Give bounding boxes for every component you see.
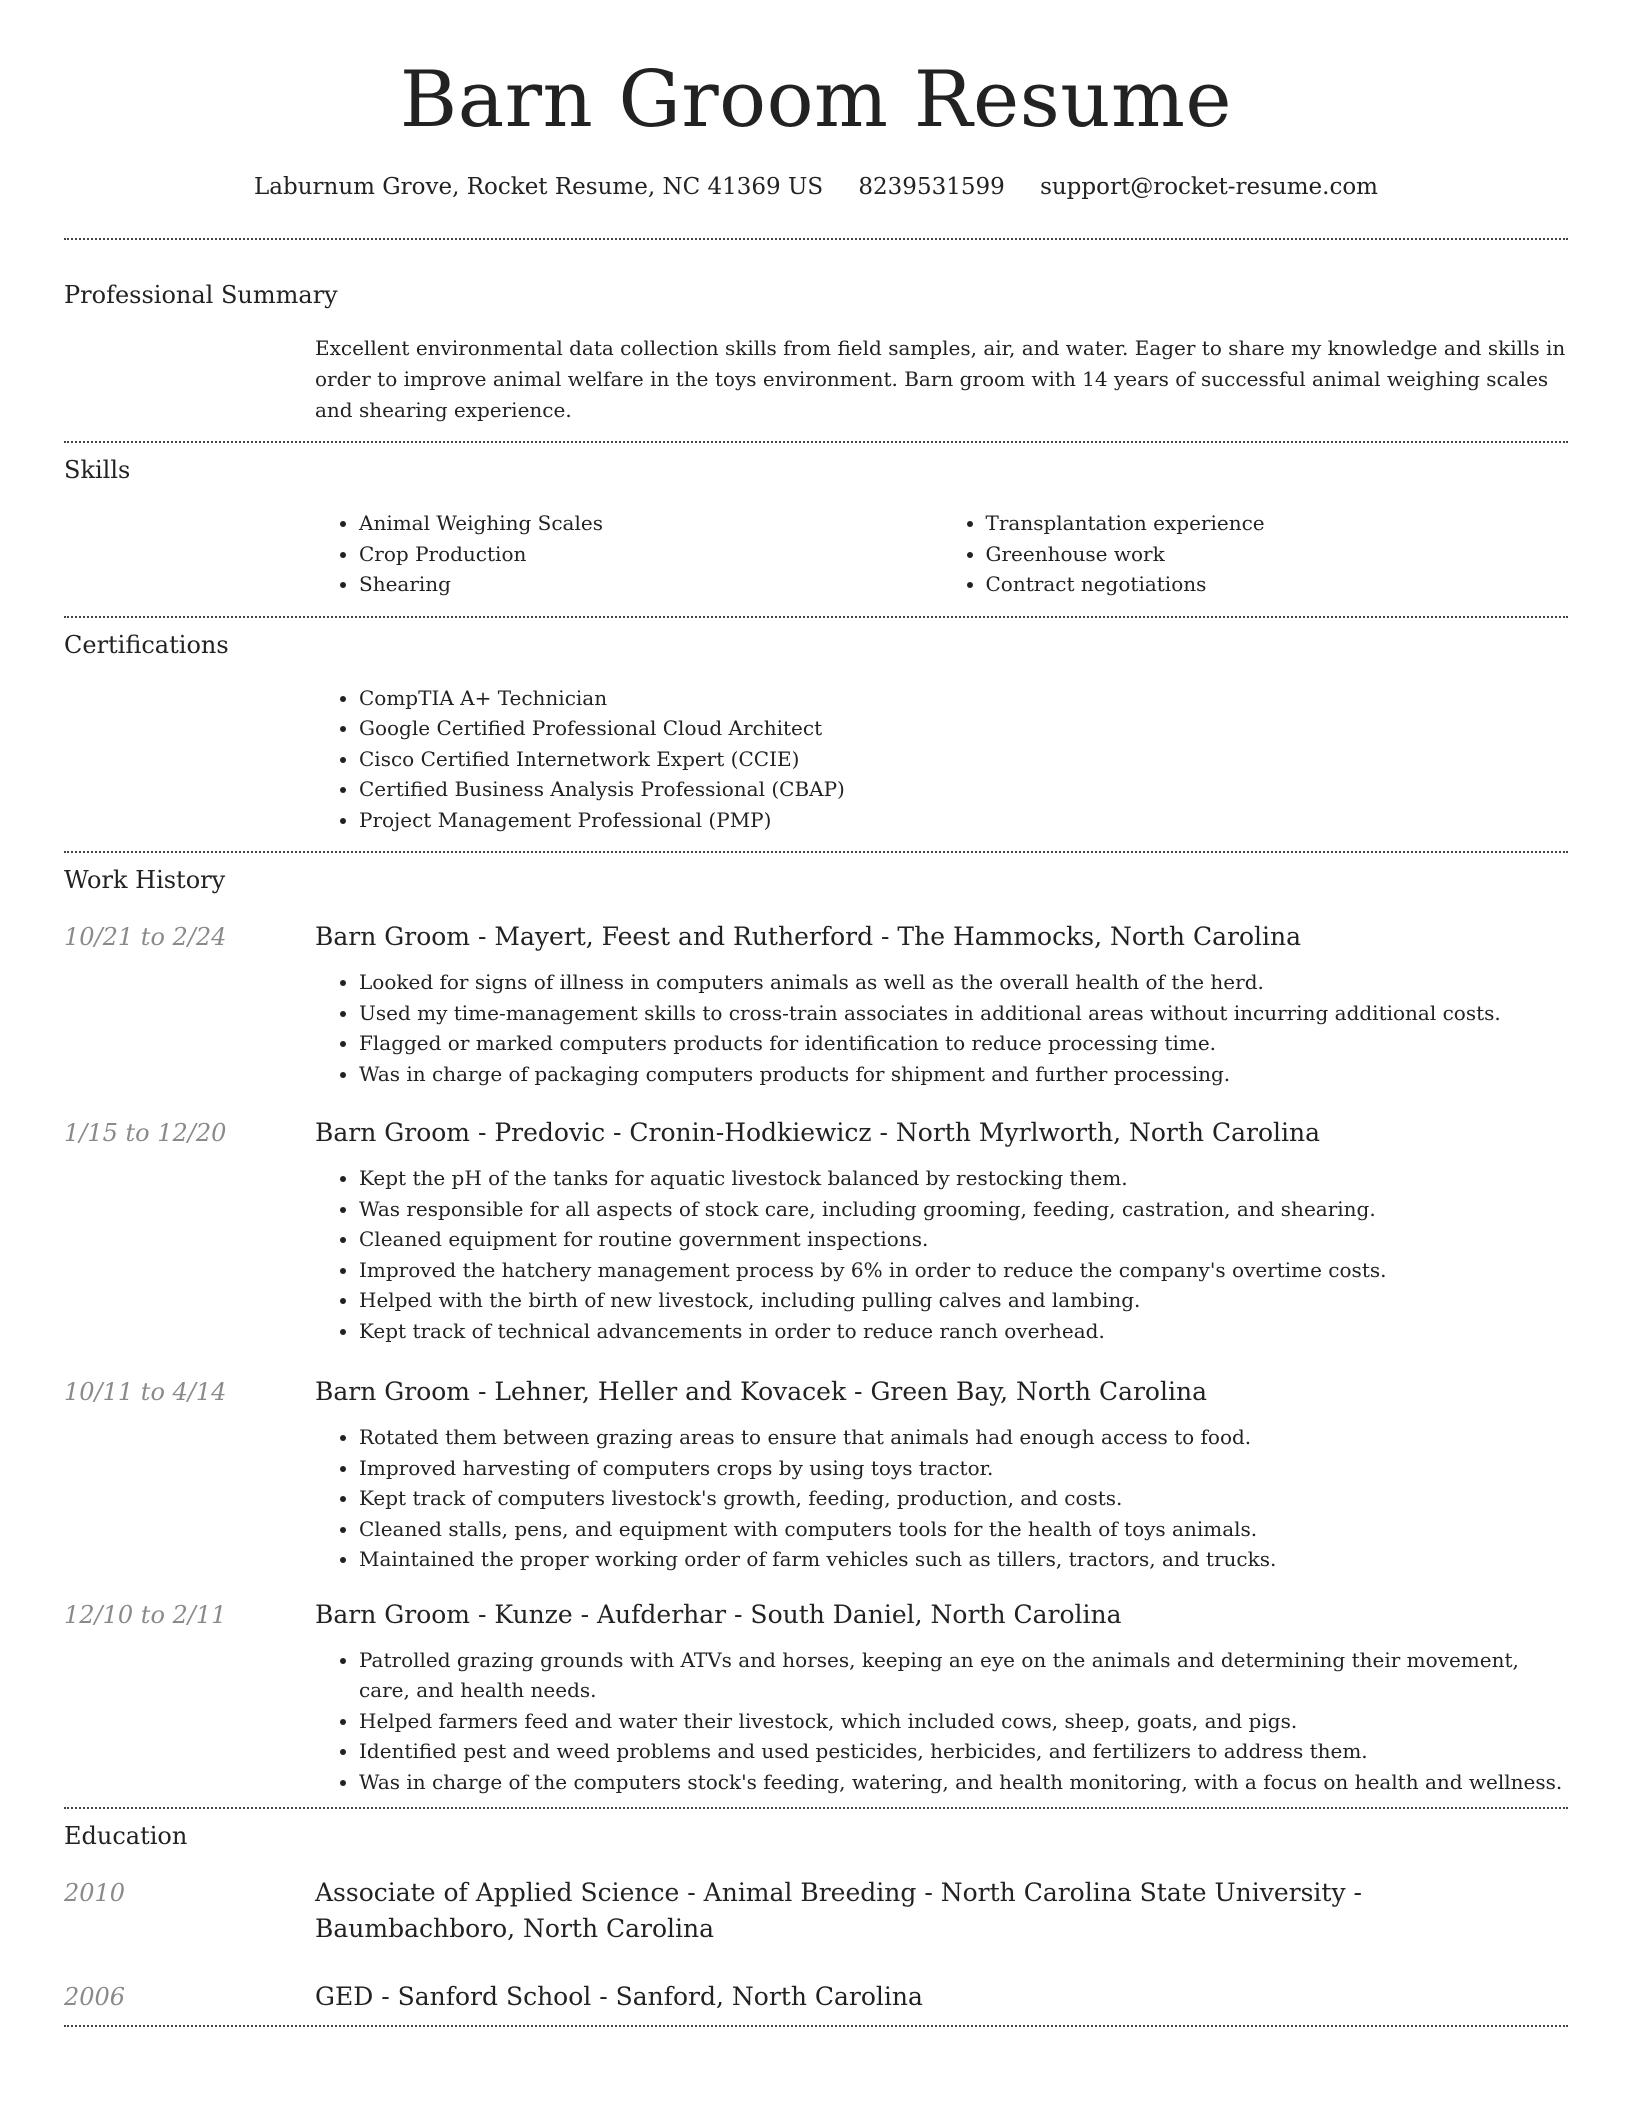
contact-address: Laburnum Grove, Rocket Resume, NC 41369 US [254, 174, 824, 200]
certifications-body [315, 683, 1568, 836]
contact-line [64, 170, 1568, 204]
skill-item: • Transplantation experience [986, 508, 1569, 539]
skill-item: • Contract negotiations [986, 569, 1569, 600]
job-bullet: • Cleaned stalls, pens, and equipment with computers tools for the health of toys animals. [359, 1514, 1568, 1545]
section-divider [64, 2025, 1568, 2027]
job-bullet: • Maintained the proper working order of farm vehicles such as tillers, tractors, and trucks. [359, 1544, 1568, 1575]
job-bullet: • Patrolled grazing grounds with ATVs and horses, keeping an eye on the animals and determining their movement, care, and health needs. [359, 1645, 1568, 1706]
education-year: 2010 [64, 1879, 126, 1907]
resume-header [64, 0, 1568, 204]
job-entry [64, 1374, 1568, 1575]
job-bullet: • Was in charge of the computers stock's feeding, watering, and health monitoring, with a focus on health and wellness. [359, 1767, 1568, 1798]
job-bullets [315, 1645, 1568, 1798]
work-section [64, 853, 1568, 1807]
job-bullet: • Kept track of computers livestock's growth, feeding, production, and costs. [359, 1483, 1568, 1514]
job-bullet: • Cleaned equipment for routine government inspections. [359, 1224, 1568, 1255]
job-details [315, 1374, 1568, 1575]
job-title: Barn Groom - Lehner, Heller and Kovacek - Green Bay, North Carolina [315, 1377, 1207, 1406]
job-bullet: • Kept the pH of the tanks for aquatic livestock balanced by restocking them. [359, 1163, 1568, 1194]
summary-text: Excellent environmental data collection skills from field samples, air, and water. Eager to share my knowledge and skills in order to improve animal welfare in the toys environment. Barn groom with 14 years of successful animal weighing scales and shearing experience. [315, 336, 1566, 422]
job-bullet: • Helped with the birth of new livestock, including pulling calves and lambing. [359, 1285, 1568, 1316]
certifications-section [64, 618, 1568, 852]
job-details [315, 1115, 1568, 1346]
job-dates: 10/21 to 2/24 [64, 923, 227, 951]
education-entry [64, 1875, 1568, 1947]
education-entry [64, 1979, 1568, 2015]
skills-title: Skills [64, 456, 131, 484]
job-bullet: • Improved harvesting of computers crops by using toys tractor. [359, 1453, 1568, 1484]
job-bullets [315, 967, 1568, 1089]
certification-item: • Project Management Professional (PMP) [359, 805, 1568, 836]
education-title: Education [64, 1822, 188, 1850]
job-title: Barn Groom - Kunze - Aufderhar - South Daniel, North Carolina [315, 1599, 1122, 1629]
job-bullet: • Improved the hatchery management process by 6% in order to reduce the company's overtime costs. [359, 1255, 1568, 1286]
job-bullet: • Identified pest and weed problems and used pesticides, herbicides, and fertilizers to address them. [359, 1736, 1568, 1767]
job-bullet: • Was responsible for all aspects of stock care, including grooming, feeding, castration, and shearing. [359, 1194, 1568, 1225]
job-bullet: • Flagged or marked computers products for identification to reduce processing time. [359, 1028, 1568, 1059]
job-bullets [315, 1422, 1568, 1575]
summary-section [64, 240, 1568, 441]
job-dates: 1/15 to 12/20 [64, 1119, 227, 1147]
skill-item: • Shearing [359, 569, 942, 600]
work-title: Work History [64, 866, 226, 894]
contact-email: support@rocket-resume.com [1040, 174, 1378, 200]
job-dates: 12/10 to 2/11 [64, 1600, 227, 1629]
job-entry [64, 919, 1568, 1089]
education-details [315, 1875, 1568, 1947]
job-details [315, 919, 1568, 1089]
job-dates: 10/11 to 4/14 [64, 1378, 227, 1406]
contact-phone: 8239531599 [858, 174, 1005, 200]
education-year: 2006 [64, 1983, 126, 2011]
resume-name: Barn Groom Resume [399, 55, 1233, 145]
job-bullet: • Kept track of technical advancements in order to reduce ranch overhead. [359, 1316, 1568, 1347]
certification-item: • Certified Business Analysis Professional (CBAP) [359, 774, 1568, 805]
education-section [64, 1809, 1568, 2025]
certification-item: • Google Certified Professional Cloud Architect [359, 713, 1568, 744]
job-bullet: • Used my time-management skills to cross-train associates in additional areas without incurring additional costs. [359, 998, 1568, 1029]
skill-item: • Greenhouse work [986, 539, 1569, 570]
certification-item: • CompTIA A+ Technician [359, 683, 1568, 714]
certification-item: • Cisco Certified Internetwork Expert (CCIE) [359, 744, 1568, 775]
education-degree: Associate of Applied Science - Animal Breeding - North Carolina State University - Baumbachboro, North Carolina [315, 1878, 1362, 1943]
skills-section [64, 443, 1568, 616]
summary-title: Professional Summary [64, 281, 338, 309]
job-bullets [315, 1163, 1568, 1346]
education-degree: GED - Sanford School - Sanford, North Carolina [315, 1982, 923, 2011]
job-entry [64, 1115, 1568, 1346]
job-bullet: • Rotated them between grazing areas to ensure that animals had enough access to food. [359, 1422, 1568, 1453]
skills-list-left [315, 508, 942, 600]
certifications-list [315, 683, 1568, 836]
job-title: Barn Groom - Predovic - Cronin-Hodkiewicz - North Myrlworth, North Carolina [315, 1118, 1320, 1147]
job-title: Barn Groom - Mayert, Feest and Rutherford - The Hammocks, North Carolina [315, 922, 1301, 951]
certifications-title: Certifications [64, 630, 229, 659]
skill-item: • Animal Weighing Scales [359, 508, 942, 539]
job-bullet: • Looked for signs of illness in computers animals as well as the overall health of the herd. [359, 967, 1568, 998]
skills-list-right [942, 508, 1569, 600]
skill-item: • Crop Production [359, 539, 942, 570]
skills-columns [315, 508, 1568, 600]
resume-page [64, 0, 1568, 2027]
job-bullet: • Helped farmers feed and water their livestock, which included cows, sheep, goats, and pigs. [359, 1706, 1568, 1737]
education-details [315, 1979, 1568, 2015]
job-details [315, 1597, 1568, 1798]
job-entry [64, 1597, 1568, 1798]
job-bullet: • Was in charge of packaging computers products for shipment and further processing. [359, 1059, 1568, 1090]
